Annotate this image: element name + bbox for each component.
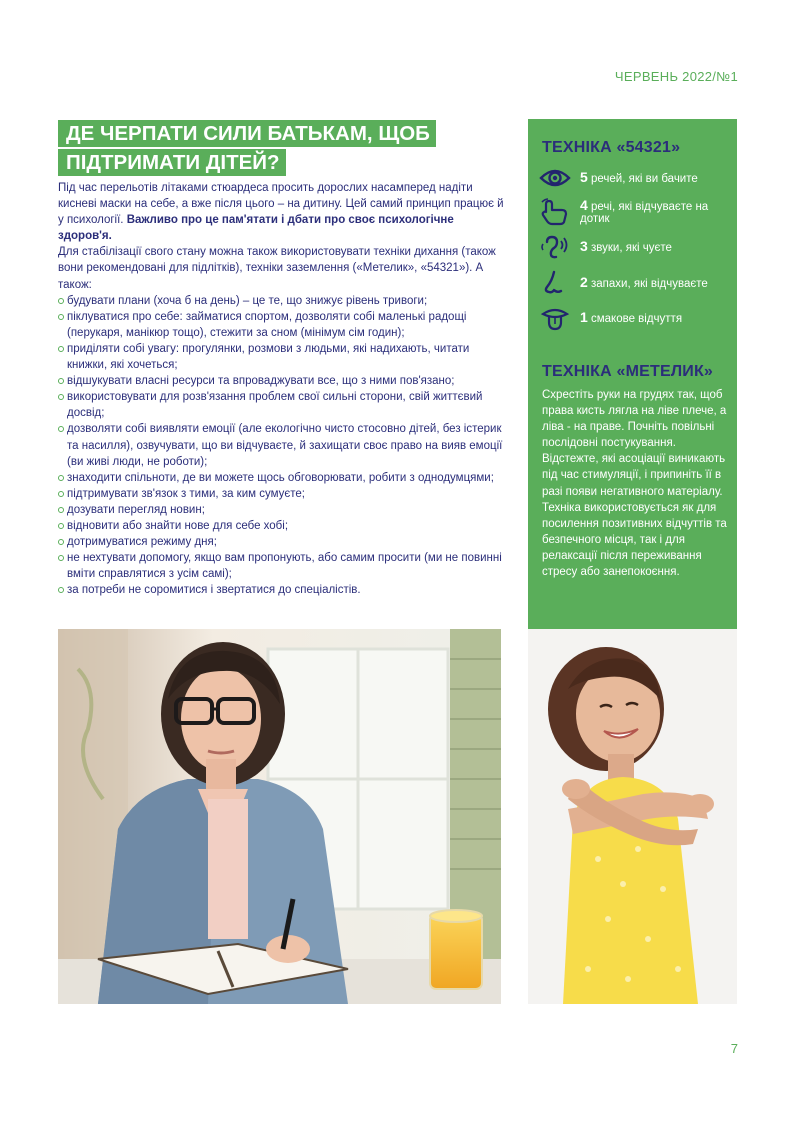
bullet-circle-icon — [58, 539, 64, 545]
page-number: 7 — [730, 1041, 738, 1056]
bullet-circle-icon — [58, 587, 64, 593]
nose-icon — [538, 268, 572, 298]
list-item: використовувати для розв'язання проблем свої сильні сторони, свій життєвий досвід; — [58, 389, 510, 421]
intro-text: Під час перельотів літаками стюардеса просить дорослих насамперед надіти кисневі маски на себе, а вже після цього – на дитину. Цей самий принцип працює й у психології. — [58, 182, 504, 227]
list-item: відшукувати власні ресурси та впроваджувати все, що з ними пов'язано; — [58, 373, 510, 389]
technique-item-taste: 1 смакове відчуття — [538, 303, 733, 333]
article-headline — [58, 120, 518, 178]
hand-touch-icon — [538, 197, 572, 227]
bullet-circle-icon — [58, 426, 64, 432]
bullet-circle-icon — [58, 523, 64, 529]
list-item: підтримувати зв'язок з тими, за ким сумуєте; — [58, 486, 510, 502]
technique-54321-title: ТЕХНІКА «54321» — [542, 139, 681, 156]
technique-item-smell: 2 запахи, які відчуваєте — [538, 268, 733, 298]
technique-butterfly-text: Схрестіть руки на грудях так, щоб права кисть лягла на ліве плече, а ліва - на праве. Почніть повільні послідовні постукування. Відстежте, які асоціації виникають під час стимуляції, і припиніть її в разі появи негативного матеріалу. Техніка використовується як для посилення позитивних відчуттів та безпечного місця, так і для релаксації після переживання стресу або занепокоєння. — [542, 389, 727, 579]
list-item: дозувати перегляд новин; — [58, 502, 510, 518]
technique-item-see: 5 речей, які ви бачите — [538, 163, 733, 193]
main-article-text — [58, 180, 510, 598]
techniques-paragraph: Для стабілізації свого стану можна також використовувати техніки дихання (також вони рекомендовані для підлітків), техніки заземлення («Метелик», «54321»). А також: — [58, 246, 496, 291]
technique-item-touch: 4 речі, які відчуваєте на дотик — [538, 197, 733, 227]
bullet-circle-icon — [58, 394, 64, 400]
technique-butterfly-title: ТЕХНІКА «МЕТЕЛИК» — [542, 363, 714, 380]
bullet-circle-icon — [58, 475, 64, 481]
list-item: за потреби не соромитися і звертатися до спеціалістів. — [58, 582, 510, 598]
bullet-circle-icon — [58, 378, 64, 384]
bullet-circle-icon — [58, 298, 64, 304]
technique-item-hear: 3 звуки, які чуєте — [538, 232, 733, 262]
intro-paragraph — [58, 180, 510, 244]
bullet-circle-icon — [58, 507, 64, 513]
list-item: будувати плани (хоча б на день) – це те, що знижує рівень тривоги; — [58, 293, 510, 309]
bullet-circle-icon — [58, 346, 64, 352]
list-item: відновити або знайти нове для себе хобі; — [58, 518, 510, 534]
intro-emphasis: Важливо про це пам'ятати і дбати про своє психологічне здоров'я. — [58, 214, 454, 243]
techniques-sidebar — [528, 119, 737, 629]
list-item: знаходити спільноти, де ви можете щось обговорювати, робити з однодумцями; — [58, 470, 510, 486]
tongue-icon — [538, 303, 572, 333]
list-item: приділяти собі увагу: прогулянки, розмови з людьми, які надихають, читати книжки, які хочеться; — [58, 341, 510, 373]
mother-photo — [58, 629, 501, 1004]
bullet-circle-icon — [58, 491, 64, 497]
bullet-circle-icon — [58, 314, 64, 320]
headline-line-2: ПІДТРИМАТИ ДІТЕЙ? — [58, 149, 286, 176]
list-item: дозволяти собі виявляти емоції (але екологічно чисто стосовно дітей, без істерик та насилля), озвучувати, що ви відчуваєте, й захищати своє право на вияв емоції (ви живі люди, не роботи); — [58, 421, 510, 469]
bullet-circle-icon — [58, 555, 64, 561]
list-item: дотримуватися режиму дня; — [58, 534, 510, 550]
list-item: не нехтувати допомогу, якщо вам пропонують, або самим просити (ми не повинні вміти справлятися з усім самі); — [58, 550, 510, 582]
advice-list — [58, 293, 510, 599]
girl-photo — [528, 629, 737, 1004]
eye-icon — [538, 163, 572, 193]
list-item: піклуватися про себе: займатися спортом, дозволяти собі маленькі радощі (перукаря, манікюр тощо), стежити за сном (мінімум сім годин); — [58, 309, 510, 341]
headline-line-1: ДЕ ЧЕРПАТИ СИЛИ БАТЬКАМ, ЩОБ — [58, 120, 436, 147]
issue-date: ЧЕРВЕНЬ 2022/№1 — [614, 69, 738, 84]
ear-icon — [538, 232, 572, 262]
